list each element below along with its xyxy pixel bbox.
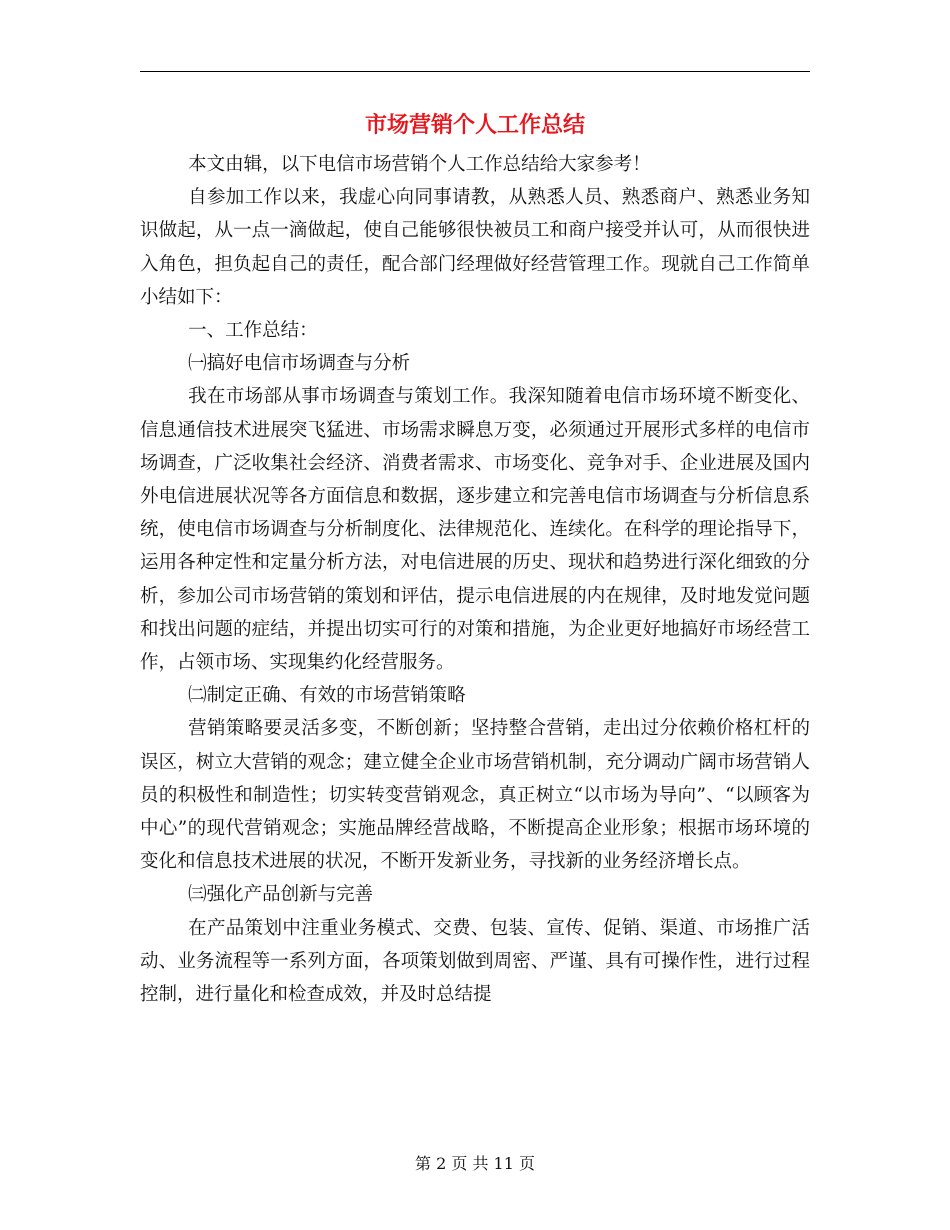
paragraph-product-innovation: 在产品策划中注重业务模式、交费、包装、宣传、促销、渠道、市场推广活动、业务流程等一系列方面，各项策划做到周密、严谨、具有可操作性，进行过程控制，进行量化和检查成效，并及时总结提 [140, 917, 810, 1006]
document-body [140, 148, 810, 1011]
page-number-footer: 第 2 页 共 11 页 [415, 1154, 535, 1173]
paragraph-intro: 本文由辑，以下电信市场营销个人工作总结给大家参考！ [188, 154, 651, 175]
paragraph-overview: 自参加工作以来，我虚心向同事请教，从熟悉人员、熟悉商户、熟悉业务知识做起，从一点一滴做起，使自己能够很快被员工和商户接受并认可，从而很快进入角色，担负起自己的责任，配合部门经理做好经营管理工作。现就自己工作简单小结如下： [140, 187, 810, 308]
section-heading-work-summary: 一、工作总结： [188, 320, 318, 342]
document-title: 市场营销个人工作总结 [364, 112, 585, 138]
subheading-market-research: ㈠搞好电信市场调查与分析 [188, 353, 411, 375]
subheading-marketing-strategy: ㈡制定正确、有效的市场营销策略 [188, 685, 466, 707]
subheading-product-innovation: ㈢强化产品创新与完善 [188, 884, 374, 906]
paragraph-market-research: 我在市场部从事市场调查与策划工作。我深知随着电信市场环境不断变化、信息通信技术进展突飞猛进、市场需求瞬息万变，必须通过开展形式多样的电信市场调查，广泛收集社会经济、消费者需求、市场变化、竞争对手、企业进展及国内外电信进展状况等各方面信息和数据，逐步建立和完善电信市场调查与分析信息系统，使电信市场调查与分析制度化、法律规范化、连续化。在科学的理论指导下，运用各种定性和定量分析方法，对电信进展的历史、现状和趋势进行深化细致的分析，参加公司市场营销的策划和评估，提示电信进展的内在规律，及时地发觉问题和找出问题的症结，并提出切实可行的对策和措施，为企业更好地搞好市场经营工作，占领市场、实现集约化经营服务。 [140, 386, 810, 674]
paragraph-marketing-strategy: 营销策略要灵活多变，不断创新；坚持整合营销，走出过分依赖价格杠杆的误区，树立大营销的观念；建立健全企业市场营销机制，充分调动广阔市场营销人员的积极性和制造性；切实转变营销观念，真正树立“以市场为导向”、“以顾客为中心”的现代营销观念；实施品牌经营战略，不断提高企业形象；根据市场环境的变化和信息技术进展的状况，不断开发新业务，寻找新的业务经济增长点。 [140, 718, 810, 873]
header-rule [140, 71, 810, 72]
